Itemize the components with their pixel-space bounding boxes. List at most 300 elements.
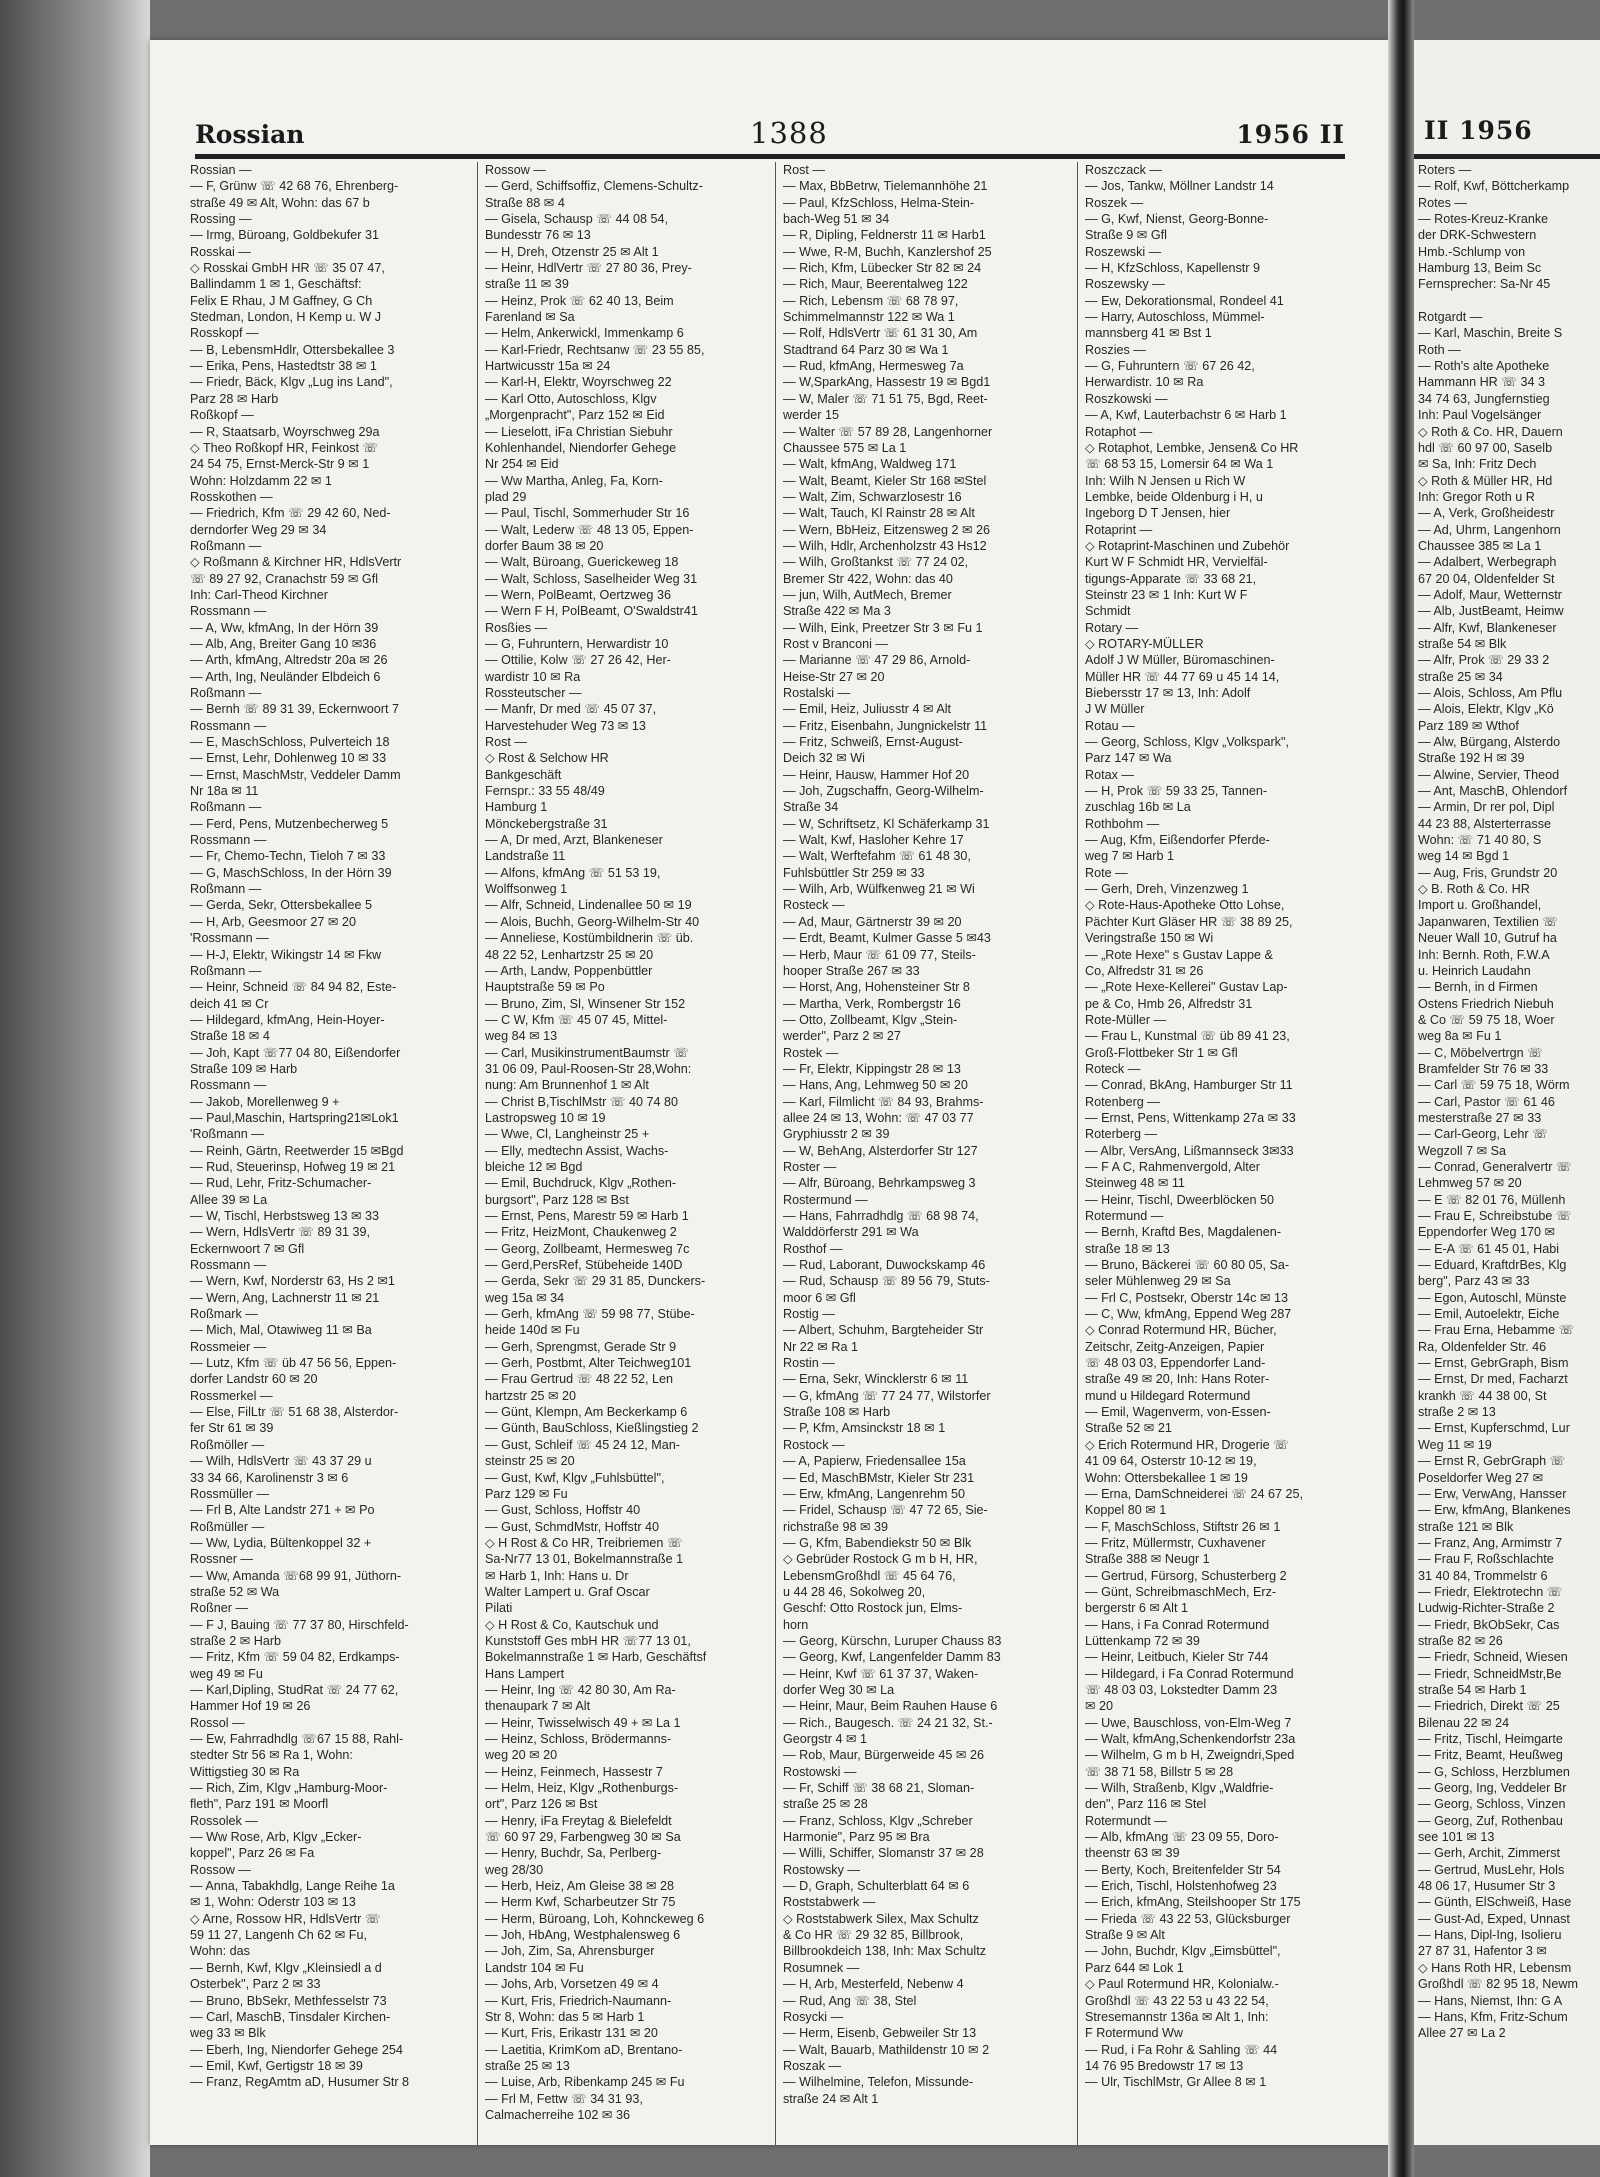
- directory-entry-line: weg 15a ✉ 34: [485, 1290, 565, 1305]
- page-header: [195, 116, 1345, 150]
- directory-entry-line: Hamburg 13, Beim Sc: [1418, 261, 1542, 276]
- directory-entry-line: — Gust, Schleif ☏ 45 24 12, Man-: [485, 1437, 680, 1452]
- directory-entry-line: — Erich, Tischl, Holstenhofweg 23: [1085, 1879, 1277, 1894]
- directory-entry-line: — Erdt, Beamt, Kulmer Gasse 5 ✉43: [783, 931, 991, 946]
- directory-entry-line: — A, Kwf, Lauterbachstr 6 ✉ Harb 1: [1085, 408, 1287, 423]
- directory-entry-line: Pilati: [485, 1601, 513, 1616]
- directory-entry-line: — Paul, KfzSchloss, Helma-Stein-: [783, 195, 975, 210]
- directory-entry-line: straße 49 ✉ Alt, Wohn: das 67 b: [190, 195, 370, 210]
- directory-entry-line: — Walt, Schloss, Saselheider Weg 31: [485, 571, 698, 586]
- directory-entry-line: — Fritz, Beamt, Heußweg: [1418, 1748, 1563, 1763]
- directory-entry-line: Str 8, Wohn: das 5 ✉ Harb 1: [485, 2009, 645, 2024]
- directory-entry-line: — Fr, Schiff ☏ 38 68 21, Sloman-: [783, 1781, 975, 1796]
- directory-entry-line: — Gerd, Schiffsoffiz, Clemens-Schultz-: [485, 179, 703, 194]
- directory-entry-line: straße 54 ✉ Harb 1: [1418, 1682, 1527, 1697]
- directory-entry-line: — R, Staatsarb, Woyrschweg 29a: [190, 424, 380, 439]
- surname-heading: Rosycki —: [783, 2009, 844, 2024]
- directory-entry-line: — Ww Rose, Arb, Klgv „Ecker-: [190, 1830, 362, 1845]
- directory-entry-line: Schmidt: [1085, 604, 1131, 619]
- directory-entry-line: Bokelmannstraße 1 ✉ Harb, Geschäftsf: [485, 1650, 707, 1665]
- directory-entry-line: Wohn: Holzdamm 22 ✉ 1: [190, 473, 332, 488]
- directory-entry-line: den", Parz 116 ✉ Stel: [1085, 1797, 1207, 1812]
- surname-heading: Rostalski —: [783, 686, 851, 700]
- directory-entry-line: — Rob, Maur, Bürgerweide 45 ✉ 26: [783, 1748, 984, 1763]
- directory-entry-line: — Erw, kfmAng, Langenrehm 50: [783, 1486, 966, 1501]
- directory-entry-line: — Harry, Autoschloss, Mümmel-: [1085, 310, 1265, 325]
- directory-entry-line: — Wern F H, PolBeamt, O'Swaldstr41: [485, 604, 698, 619]
- directory-entry-line: — Georg, Schloss, Klgv „Volkspark",: [1085, 735, 1289, 750]
- directory-entry-line: Bramfelder Str 76 ✉ 33: [1418, 1061, 1549, 1076]
- directory-entry-line: Chaussee 575 ✉ La 1: [783, 440, 907, 455]
- directory-entry-line: Groß-Flottbeker Str 1 ✉ Gfl: [1085, 1045, 1238, 1060]
- entries-column-2: [485, 162, 768, 2145]
- directory-entry-line: — Adalbert, Werbegraph: [1418, 555, 1557, 570]
- surname-heading: Rossner —: [190, 1552, 253, 1567]
- directory-entry-line: 33 34 66, Karolinenstr 3 ✉ 6: [190, 1470, 349, 1485]
- directory-entry-line: — Mich, Mal, Otawiweg 11 ✉ Ba: [190, 1323, 372, 1338]
- directory-entry-line: — Franz, Schloss, Klgv „Schreber: [783, 1813, 973, 1828]
- directory-entry-line: — Karl, Maschin, Breite S: [1418, 326, 1563, 341]
- directory-entry-line: seler Mühlenweg 29 ✉ Sa: [1085, 1274, 1231, 1289]
- directory-entry-line: — Walt, Büroang, Guerickeweg 18: [485, 555, 679, 570]
- directory-entry-line: — E, MaschSchloss, Pulverteich 18: [190, 735, 390, 750]
- directory-entry-line: Stadtrand 64 Parz 30 ✉ Wa 1: [783, 342, 949, 357]
- directory-entry-line: — W, BehAng, Alsterdorfer Str 127: [783, 1143, 978, 1158]
- directory-entry-line: — Alfr, Kwf, Blankeneser: [1418, 620, 1557, 635]
- directory-entry-line: Lastropsweg 10 ✉ 19: [485, 1110, 606, 1125]
- directory-entry-line: — Gerh, Archit, Zimmerst: [1418, 1846, 1561, 1861]
- directory-entry-line: ◇ Paul Rotermund HR, Kolonialw.-: [1085, 1977, 1279, 1992]
- directory-entry-line: Hamburg 1: [485, 800, 548, 815]
- directory-entry-line: mesterstraße 27 ✉ 33: [1418, 1110, 1542, 1125]
- directory-entry-line: straße 121 ✉ Blk: [1418, 1519, 1514, 1534]
- directory-entry-line: — Alb, kfmAng ☏ 23 09 55, Doro-: [1085, 1830, 1279, 1845]
- directory-entry-line: — E ☏ 82 01 76, Müllenh: [1418, 1192, 1566, 1207]
- directory-entry-line: pe & Co, Hmb 26, Alfredstr 31: [1085, 996, 1253, 1011]
- directory-entry-line: Großhdl ☏ 82 95 18, Newm: [1418, 1977, 1578, 1992]
- directory-entry-line: — Wwe, R-M, Buchh, Kanzlershof 25: [783, 244, 992, 259]
- directory-entry-line: — Reinh, Gärtn, Reetwerder 15 ✉Bgd: [190, 1143, 404, 1158]
- directory-entry-line: — Henry, iFa Freytag & Bielefeldt: [485, 1813, 672, 1828]
- directory-entry-line: — Arth, Ing, Neuländer Elbdeich 6: [190, 669, 381, 684]
- directory-entry-line: — Carl, Pastor ☏ 61 46: [1418, 1094, 1555, 1109]
- directory-entry-line: — Frl C, Postsekr, Oberstr 14c ✉ 13: [1085, 1290, 1289, 1305]
- directory-entry-line: — Wilh, HdlsVertr ☏ 43 37 29 u: [190, 1454, 372, 1469]
- surname-heading: Rossow —: [485, 163, 546, 177]
- directory-entry-line: weg 14 ✉ Bgd 1: [1418, 849, 1510, 864]
- directory-entry-line: — Rich, Kfm, Lübecker Str 82 ✉ 24: [783, 261, 982, 276]
- directory-entry-line: — H, KfzSchloss, Kapellenstr 9: [1085, 261, 1260, 276]
- surname-heading: Rostek —: [783, 1045, 839, 1060]
- directory-entry-line: 41 09 64, Osterstr 10-12 ✉ 19,: [1085, 1454, 1257, 1469]
- directory-entry-line: straße 24 ✉ Alt 1: [783, 2091, 879, 2106]
- directory-entry-line: — Wilh, Arb, Wülfkenweg 21 ✉ Wi: [783, 882, 975, 897]
- directory-entry-line: — Rich, Zim, Klgv „Hamburg-Moor-: [190, 1781, 388, 1796]
- directory-entry-line: Inh: Bernh. Roth, F.W.A: [1418, 947, 1550, 962]
- directory-entry-line: — C, Möbelvertrgn ☏: [1418, 1045, 1543, 1060]
- directory-entry-line: Parz 189 ✉ Wthof: [1418, 718, 1519, 733]
- directory-entry-line: ◇ H Rost & Co, Kautschuk und: [485, 1617, 659, 1632]
- directory-entry-line: ◇ Roßmann & Kirchner HR, HdlsVertr: [190, 555, 402, 570]
- directory-entry-line: — Gerh, Postbmt, Alter Teichweg101: [485, 1356, 692, 1371]
- directory-entry-line: wardistr 10 ✉ Ra: [485, 669, 581, 684]
- entries-column-3: [783, 162, 1070, 2145]
- column-divider: [477, 162, 478, 2145]
- surname-heading: Rosskothen —: [190, 489, 273, 504]
- directory-entry-line: — Georg, Zuf, Rothenbau: [1418, 1813, 1563, 1828]
- directory-entry-line: — Erika, Pens, Hastedtstr 38 ✉ 1: [190, 359, 377, 374]
- directory-entry-line: — Rolf, Kwf, Böttcherkamp: [1418, 179, 1570, 194]
- directory-entry-line: — Fritz, Schweiß, Ernst-August-: [783, 735, 963, 750]
- directory-entry-line: — Johs, Arb, Vorsetzen 49 ✉ 4: [485, 1977, 659, 1992]
- directory-entry-line: — Henry, Buchdr, Sa, Perlberg-: [485, 1846, 662, 1861]
- directory-entry-line: — Walt, Zim, Schwarzlosestr 16: [783, 489, 962, 504]
- directory-entry-line: u. Heinrich Laudahn: [1418, 963, 1531, 978]
- directory-entry-line: ✉ Harb 1, Inh: Hans u. Dr: [485, 1568, 629, 1583]
- directory-entry-line: — Alois, Buchh, Georg-Wilhelm-Str 40: [485, 914, 700, 929]
- directory-entry-line: — Aug, Fris, Grundstr 20: [1418, 865, 1558, 880]
- directory-entry-line: 34 74 63, Jungfernstieg: [1418, 391, 1550, 406]
- surname-heading: Rossmann —: [190, 718, 267, 733]
- directory-entry-line: — Günth, ElSchweiß, Hase: [1418, 1895, 1572, 1910]
- directory-entry-line: — Albert, Schuhm, Bargteheider Str: [783, 1323, 984, 1338]
- surname-heading: Roszewsky —: [1085, 277, 1165, 292]
- directory-entry-line: — Conrad, BkAng, Hamburger Str 11: [1085, 1078, 1293, 1093]
- directory-entry-line: straße 18 ✉ 13: [1085, 1241, 1170, 1256]
- directory-entry-line: steinstr 25 ✉ 20: [485, 1454, 575, 1469]
- directory-entry-line: — W,SparkAng, Hassestr 19 ✉ Bgd1: [783, 375, 991, 390]
- directory-entry-line: dorfer Weg 30 ✉ La: [783, 1682, 895, 1697]
- directory-entry-line: — Herm Kwf, Scharbeutzer Str 75: [485, 1895, 676, 1910]
- surname-heading: Rosskai —: [190, 244, 251, 259]
- directory-entry-line: Inh: Carl-Theod Kirchner: [190, 587, 328, 602]
- directory-entry-line: — D, Graph, Schulterblatt 64 ✉ 6: [783, 1879, 970, 1894]
- directory-entry-line: — Ew, Dekorationsmal, Rondeel 41: [1085, 293, 1284, 308]
- directory-entry-line: straße 2 ✉ Harb: [190, 1633, 282, 1648]
- directory-entry-line: — Gust-Ad, Exped, Unnast: [1418, 1911, 1570, 1926]
- directory-entry-line: Zeitschr, Zeitg-Anzeigen, Papier: [1085, 1339, 1265, 1354]
- directory-entry-line: Parz 644 ✉ Lok 1: [1085, 1960, 1184, 1975]
- surname-heading: Rossmeier —: [190, 1339, 267, 1354]
- directory-entry-line: — Martha, Verk, Rombergstr 16: [783, 996, 961, 1011]
- directory-entry-line: — Walt, Beamt, Kieler Str 168 ✉Stel: [783, 473, 987, 488]
- directory-entry-line: Weg 11 ✉ 19: [1418, 1437, 1492, 1452]
- directory-entry-line: — Friedrich, Direkt ☏ 25: [1418, 1699, 1560, 1714]
- directory-entry-line: ◇ Theo Roßkopf HR, Feinkost ☏: [190, 440, 379, 455]
- directory-entry-line: — Ernst, Pens, Marestr 59 ✉ Harb 1: [485, 1209, 689, 1223]
- directory-entry-line: — Heinr, Schneid ☏ 84 94 82, Este-: [190, 980, 397, 995]
- directory-entry-line: & Co ☏ 59 75 18, Woer: [1418, 1012, 1555, 1027]
- directory-entry-line: fleth", Parz 191 ✉ Moorfl: [190, 1797, 329, 1812]
- directory-entry-line: — Wilh, Hdlr, Archenholzstr 43 Hs12: [783, 538, 987, 553]
- directory-entry-line: Straße 108 ✉ Harb: [783, 1405, 891, 1420]
- directory-entry-line: burgsort", Parz 128 ✉ Bst: [485, 1192, 629, 1207]
- directory-entry-line: Fernsprecher: Sa-Nr 45: [1418, 277, 1551, 292]
- directory-entry-line: — Gisela, Schausp ☏ 44 08 54,: [485, 212, 669, 227]
- directory-entry-line: — Frau E, Schreibstube ☏: [1418, 1209, 1572, 1223]
- directory-entry-line: — Emil, Heiz, Juliusstr 4 ✉ Alt: [783, 702, 952, 717]
- directory-entry-line: — R, Dipling, Feldnerstr 11 ✉ Harb1: [783, 228, 986, 243]
- directory-entry-line: — Manfr, Dr med ☏ 45 07 37,: [485, 702, 657, 717]
- directory-entry-line: plad 29: [485, 489, 527, 504]
- directory-entry-line: straße 25 ✉ 13: [485, 2058, 570, 2073]
- directory-entry-line: Lembke, beide Oldenburg i H, u: [1085, 489, 1263, 504]
- directory-entry-line: Straße 9 ✉ Alt: [1085, 1928, 1165, 1943]
- directory-entry-line: derndorfer Weg 29 ✉ 34: [190, 522, 327, 537]
- directory-entry-line: ◇ Rote-Haus-Apotheke Otto Lohse,: [1085, 898, 1285, 913]
- directory-page: [150, 40, 1388, 2145]
- directory-entry-line: — Fr, Chemo-Techn, Tieloh 7 ✉ 33: [190, 849, 386, 864]
- directory-entry-line: — Heinr, Leitbuch, Kieler Str 744: [1085, 1650, 1269, 1665]
- surname-heading: Roßner —: [190, 1601, 249, 1616]
- directory-entry-line: Kurt W F Schmidt HR, Vervielfäl-: [1085, 555, 1268, 570]
- directory-entry-line: — Emil, Buchdruck, Klgv „Rothen-: [485, 1176, 677, 1191]
- directory-entry-line: — Heinr, HdlVertr ☏ 27 80 36, Prey-: [485, 261, 692, 276]
- directory-entry-line: 27 87 31, Hafentor 3 ✉: [1418, 1944, 1547, 1959]
- directory-entry-line: Farenland ✉ Sa: [485, 310, 575, 325]
- directory-entry-line: — Marianne ☏ 47 29 86, Arnold-: [783, 653, 971, 668]
- surname-heading: Roszkowski —: [1085, 391, 1168, 406]
- surname-heading: Rote —: [1085, 865, 1128, 880]
- surname-heading: Rotgardt —: [1418, 310, 1483, 325]
- directory-entry-line: — Heinr, Twisselwisch 49 + ✉ La 1: [485, 1715, 681, 1730]
- year-volume: 1956 II: [1236, 120, 1345, 149]
- directory-entry-line: — Carl, MusikinstrumentBaumstr ☏: [485, 1045, 689, 1060]
- directory-entry-line: — Uwe, Bauschloss, von-Elm-Weg 7: [1085, 1715, 1292, 1730]
- directory-entry-line: werder 15: [783, 408, 840, 423]
- directory-entry-line: Wohn: das: [190, 1944, 250, 1959]
- directory-entry-line: — E-A ☏ 61 45 01, Habi: [1418, 1241, 1560, 1256]
- directory-entry-line: Wohn: ☏ 71 40 80, S: [1418, 833, 1542, 848]
- entries-column-4: [1085, 162, 1370, 2145]
- directory-entry-line: mannsberg 41 ✉ Bst 1: [1085, 326, 1212, 341]
- directory-entry-line: straße 54 ✉ Blk: [1418, 636, 1507, 651]
- surname-heading: Rosßies —: [485, 620, 548, 635]
- directory-entry-line: bach-Weg 51 ✉ 34: [783, 212, 890, 227]
- directory-entry-line: ☏ 48 03 03, Lokstedter Damm 23: [1085, 1682, 1278, 1697]
- directory-entry-line: — Rud, Ang ☏ 38, Stel: [783, 1993, 917, 2008]
- directory-entry-line: — Heinz, Prok ☏ 62 40 13, Beim: [485, 293, 674, 308]
- directory-entry-line: — Rud, Laborant, Duwockskamp 46: [783, 1258, 986, 1273]
- directory-entry-line: berg", Parz 43 ✉ 33: [1418, 1274, 1530, 1289]
- directory-entry-line: — Hans, Niemst, Ihn: G A: [1418, 1993, 1563, 2008]
- directory-entry-line: Steinweg 48 ✉ 11: [1085, 1176, 1185, 1191]
- directory-entry-line: heide 140d ✉ Fu: [485, 1323, 580, 1338]
- book-gutter: [1388, 0, 1414, 2177]
- directory-entry-line: Felix E Rhau, J M Gaffney, G Ch: [190, 293, 373, 308]
- surname-heading: Rosthof —: [783, 1241, 843, 1256]
- surname-heading: Rostowski —: [783, 1764, 857, 1779]
- directory-entry-line: — Rud, kfmAng, Hermesweg 7a: [783, 359, 964, 374]
- directory-entry-line: — Horst, Ang, Hohensteiner Str 8: [783, 980, 970, 995]
- directory-entry-line: straße 52 ✉ Wa: [190, 1584, 280, 1599]
- directory-entry-line: — Friedrich, Kfm ☏ 29 42 60, Ned-: [190, 506, 391, 521]
- directory-entry-line: — H, Arb, Mesterfeld, Nebenw 4: [783, 1977, 964, 1992]
- directory-entry-line: — Lutz, Kfm ☏ üb 47 56 56, Eppen-: [190, 1356, 397, 1371]
- directory-entry-line: — Ww, Amanda ☏68 99 91, Jüthorn-: [190, 1568, 402, 1583]
- column-divider: [1077, 162, 1078, 2145]
- directory-entry-line: horn: [783, 1617, 809, 1632]
- directory-entry-line: — Ed, MaschBMstr, Kieler Str 231: [783, 1470, 975, 1485]
- directory-entry-line: — Heinz, Schloss, Brödermanns-: [485, 1732, 672, 1746]
- directory-entry-line: — Frl M, Fettw ☏ 34 31 93,: [485, 2091, 643, 2106]
- directory-entry-line: bergerstr 6 ✉ Alt 1: [1085, 1601, 1188, 1616]
- surname-heading: Rosumnek —: [783, 1960, 860, 1975]
- directory-entry-line: — Carl-Georg, Lehr ☏: [1418, 1127, 1548, 1142]
- surname-heading: Roszewski —: [1085, 244, 1162, 259]
- directory-entry-line: ☏ 68 53 15, Lomersir 64 ✉ Wa 1: [1085, 457, 1274, 472]
- directory-entry-line: — Wwe, Cl, Langheinstr 25 +: [485, 1127, 650, 1142]
- directory-entry-line: straße 49 ✉ 20, Inh: Hans Roter-: [1085, 1372, 1270, 1387]
- directory-entry-line: Georgstr 4 ✉ 1: [783, 1732, 868, 1746]
- surname-heading: Roszak —: [783, 2058, 842, 2073]
- directory-entry-line: — Eberh, Ing, Niendorfer Gehege 254: [190, 2042, 403, 2057]
- surname-heading: Rostermund —: [783, 1192, 868, 1207]
- directory-entry-line: richstraße 98 ✉ 39: [783, 1519, 889, 1534]
- directory-entry-line: — jun, Wilh, AutMech, Bremer: [783, 587, 952, 602]
- directory-entry-line: — Ernst, MaschMstr, Veddeler Damm: [190, 767, 401, 782]
- directory-entry-line: — Erw, kfmAng, Blankenes: [1418, 1503, 1571, 1518]
- directory-entry-line: — Ew, Fahrradhdlg ☏67 15 88, Rahl-: [190, 1732, 404, 1746]
- directory-entry-line: dorfer Baum 38 ✉ 20: [485, 538, 604, 553]
- directory-entry-line: Walddörferstr 291 ✉ Wa: [783, 1225, 919, 1240]
- directory-entry-line: Wegzoll 7 ✉ Sa: [1418, 1143, 1507, 1158]
- directory-entry-line: — Karl-Friedr, Rechtsanw ☏ 23 55 85,: [485, 342, 705, 357]
- directory-entry-line: — Wern, Ang, Lachnerstr 11 ✉ 21: [190, 1290, 380, 1305]
- directory-entry-line: Co, Alfredstr 31 ✉ 26: [1085, 963, 1204, 978]
- next-page-column: [1418, 162, 1600, 2145]
- directory-entry-line: — H, Arb, Geesmoor 27 ✉ 20: [190, 914, 356, 929]
- directory-entry-line: ✉ Sa, Inh: Fritz Dech: [1418, 457, 1537, 472]
- directory-entry-line: — Bernh, Kraftd Bes, Magdalenen-: [1085, 1225, 1282, 1240]
- directory-entry-line: — Rud, Steuerinsp, Hofweg 19 ✉ 21: [190, 1159, 396, 1174]
- surname-heading: Rotaprint —: [1085, 522, 1153, 537]
- surname-heading: Rosteck —: [783, 898, 845, 913]
- directory-entry-line: ◇ Roststabwerk Silex, Max Schultz: [783, 1911, 979, 1926]
- directory-entry-line: — Fridel, Schausp ☏ 47 72 65, Sie-: [783, 1503, 988, 1518]
- directory-entry-line: — Friedr, Schneid, Wiesen: [1418, 1650, 1568, 1665]
- directory-entry-line: koppel", Parz 26 ✉ Fa: [190, 1846, 315, 1861]
- directory-entry-line: Landstraße 11: [485, 849, 566, 864]
- directory-entry-line: — Herb, Maur ☏ 61 09 77, Steils-: [783, 947, 976, 962]
- directory-entry-line: 59 11 27, Langenh Ch 62 ✉ Fu,: [190, 1928, 367, 1943]
- directory-entry-line: — Hans, Kfm, Fritz-Schum: [1418, 2009, 1568, 2024]
- directory-entry-line: Chaussee 385 ✉ La 1: [1418, 538, 1542, 553]
- directory-entry-line: — Georg, Schloss, Vinzen: [1418, 1797, 1566, 1812]
- directory-entry-line: — Wilhelm, G m b H, Zweigndri,Sped: [1085, 1748, 1295, 1763]
- directory-entry-line: — A, Dr med, Arzt, Blankeneser: [485, 833, 663, 848]
- directory-entry-line: Müller HR ☏ 44 77 69 u 45 14 14,: [1085, 669, 1280, 684]
- directory-entry-line: — Herm, Eisenb, Gebweiler Str 13: [783, 2026, 977, 2041]
- directory-entry-line: — Frau Erna, Hebamme ☏: [1418, 1323, 1575, 1338]
- column-divider: [775, 162, 776, 2145]
- directory-entry-line: zuschlag 16b ✉ La: [1085, 800, 1191, 815]
- directory-entry-line: — Rotes-Kreuz-Kranke: [1418, 212, 1549, 227]
- surname-heading: Rostig —: [783, 1307, 835, 1322]
- directory-entry-line: weg 28/30: [485, 1862, 544, 1877]
- directory-entry-line: Bankgeschäft: [485, 767, 562, 782]
- directory-entry-line: krankh ☏ 44 38 00, St: [1418, 1388, 1547, 1403]
- directory-entry-line: Wohn: Ottersbekallee 1 ✉ 19: [1085, 1470, 1248, 1485]
- directory-entry-line: — Georg, Ing, Veddeler Br: [1418, 1781, 1567, 1796]
- surname-heading: Rote-Müller —: [1085, 1012, 1167, 1027]
- directory-entry-line: — Gust, Schloss, Hoffstr 40: [485, 1503, 641, 1518]
- directory-entry-line: weg 33 ✉ Blk: [190, 2026, 266, 2041]
- directory-entry-line: Großhdl ☏ 43 22 53 u 43 22 54,: [1085, 1993, 1269, 2008]
- directory-entry-line: — Egon, Autoschl, Münste: [1418, 1290, 1567, 1305]
- directory-entry-line: Inh: Gregor Roth u R: [1418, 489, 1535, 504]
- directory-entry-line: Ingeborg D T Jensen, hier: [1085, 506, 1231, 521]
- surname-heading: Rossing —: [190, 212, 252, 227]
- directory-entry-line: — Bruno, Zim, Sl, Winsener Str 152: [485, 996, 686, 1011]
- directory-entry-line: allee 24 ✉ 13, Wohn: ☏ 47 03 77: [783, 1110, 974, 1125]
- directory-entry-line: — Wilh, Straßenb, Klgv „Waldfrie-: [1085, 1781, 1274, 1796]
- directory-entry-line: — Hans, Ang, Lehmweg 50 ✉ 20: [783, 1078, 968, 1093]
- directory-entry-line: ◇ Rotaphot, Lembke, Jensen& Co HR: [1085, 440, 1299, 455]
- directory-entry-line: — Helm, Heiz, Klgv „Rothenburgs-: [485, 1781, 679, 1796]
- directory-entry-line: — Paul,Maschin, Hartspring21✉Lok1: [190, 1110, 399, 1125]
- directory-entry-line: — Herb, Heiz, Am Gleise 38 ✉ 28: [485, 1879, 675, 1894]
- directory-entry-line: Japanwaren, Textilien ☏: [1418, 914, 1559, 929]
- surname-heading: Rossian —: [190, 163, 252, 177]
- surname-heading: Roßmark —: [190, 1307, 258, 1322]
- directory-entry-line: weg 84 ✉ 13: [485, 1029, 558, 1044]
- surname-heading: Roteck —: [1085, 1061, 1141, 1076]
- directory-entry-line: — Rich, Lebensm ☏ 68 78 97,: [783, 293, 959, 308]
- directory-entry-line: — Ad, Uhrm, Langenhorn: [1418, 522, 1561, 537]
- directory-entry-line: — Ww, Lydia, Bültenkoppel 32 +: [190, 1535, 372, 1550]
- directory-entry-line: — Carl ☏ 59 75 18, Wörm: [1418, 1078, 1570, 1093]
- directory-entry-line: — Walt, Werftefahm ☏ 61 48 30,: [783, 849, 971, 864]
- directory-entry-line: — Emil, Autoelektr, Eiche: [1418, 1307, 1560, 1322]
- directory-entry-line: — Heinr, Kwf ☏ 61 37 37, Waken-: [783, 1666, 979, 1681]
- directory-entry-line: — Gertrud, Fürsorg, Schusterberg 2: [1085, 1568, 1287, 1583]
- directory-entry-line: — Bruno, BbSekr, Methfesselstr 73: [190, 1993, 387, 2008]
- directory-entry-line: ☏ 48 03 03, Eppendorfer Land-: [1085, 1356, 1266, 1371]
- directory-entry-line: — Hildegard, kfmAng, Hein-Hoyer-: [190, 1012, 385, 1027]
- surname-heading: Rotary —: [1085, 620, 1139, 635]
- directory-entry-line: — Wilh, Eink, Preetzer Str 3 ✉ Fu 1: [783, 620, 983, 635]
- directory-entry-line: 14 76 95 Bredowstr 17 ✉ 13: [1085, 2058, 1244, 2073]
- surname-heading: Rossteutscher —: [485, 686, 582, 700]
- directory-entry-line: F Rotermund Ww: [1085, 2026, 1183, 2041]
- header-rule: [195, 154, 1345, 159]
- next-page-rule: [1414, 154, 1600, 159]
- directory-entry-line: — Rich, Maur, Beerentalweg 122: [783, 277, 968, 292]
- surname-heading: Roßmann —: [190, 538, 262, 553]
- surname-heading: Rothbohm —: [1085, 816, 1160, 831]
- directory-entry-line: Nr 254 ✉ Eid: [485, 457, 559, 472]
- directory-entry-line: Heise-Str 27 ✉ 20: [783, 669, 885, 684]
- directory-entry-line: — Wilh, Großtankst ☏ 77 24 02,: [783, 555, 969, 570]
- directory-entry-line: Deich 32 ✉ Wi: [783, 751, 865, 766]
- directory-entry-line: Neuer Wall 10, Gutruf ha: [1418, 931, 1557, 946]
- surname-heading: Roszek —: [1085, 195, 1144, 210]
- directory-entry-line: — Arth, kfmAng, Altredstr 20a ✉ 26: [190, 653, 388, 668]
- surname-heading: Rotermund —: [1085, 1209, 1164, 1223]
- directory-entry-line: — Eduard, KraftdrBes, Klg: [1418, 1258, 1567, 1273]
- directory-entry-line: — Ernst R, GebrGraph ☏: [1418, 1454, 1566, 1469]
- directory-entry-line: — Alois, Elektr, Klgv „Kö: [1418, 702, 1554, 717]
- directory-entry-line: — Erna, Sekr, Wincklerstr 6 ✉ 11: [783, 1372, 969, 1387]
- directory-entry-line: — Anna, Tabakhdlg, Lange Reihe 1a: [190, 1879, 395, 1894]
- directory-entry-line: Hammann HR ☏ 34 3: [1418, 375, 1546, 390]
- directory-entry-line: Ballindamm 1 ✉ 1, Geschäftsf:: [190, 277, 362, 292]
- directory-entry-line: — Joh, Zugschaffn, Georg-Wilhelm-: [783, 784, 984, 799]
- directory-entry-line: ◇ Rost & Selchow HR: [485, 751, 609, 766]
- surname-heading: Roßmann —: [190, 800, 262, 815]
- directory-entry-line: — Else, FilLtr ☏ 51 68 38, Alsterdor-: [190, 1405, 399, 1420]
